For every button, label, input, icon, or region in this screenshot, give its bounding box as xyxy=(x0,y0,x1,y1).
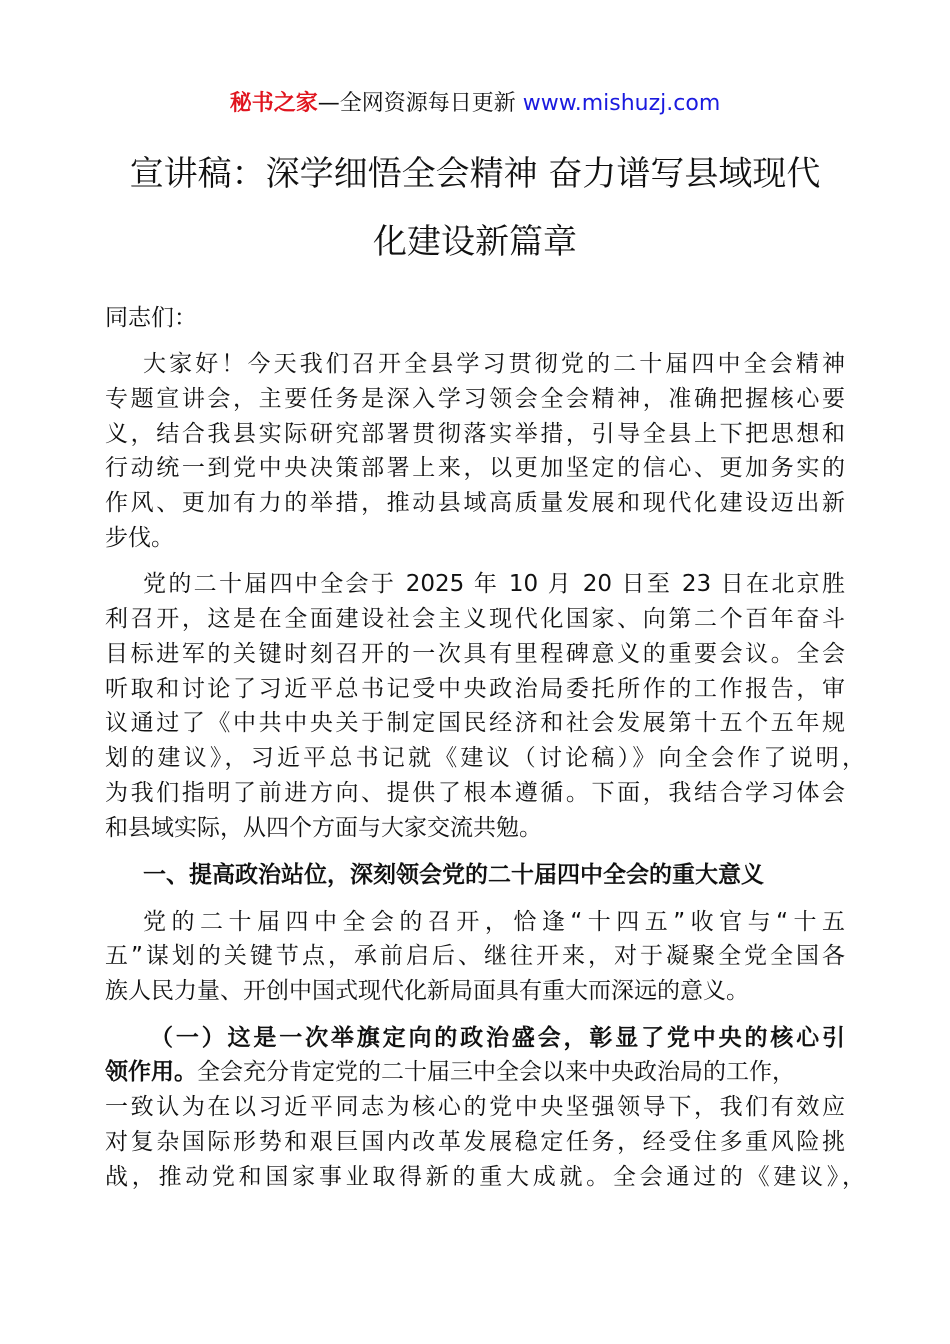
paragraph-line: 对复杂国际形势和艰巨国内改革发展稳定任务，经受住多重风险挑 xyxy=(105,1129,845,1155)
document-title-line-2: 化建设新篇章 xyxy=(373,222,577,262)
site-url-link[interactable]: www.mishuzj.com xyxy=(522,91,721,116)
paragraph-line: 大家好！今天我们召开全县学习贯彻党的二十届四中全会精神 xyxy=(143,351,845,377)
salutation: 同志们： xyxy=(105,305,197,331)
site-banner xyxy=(0,88,950,120)
paragraph-line: 五”谋划的关键节点，承前启后、继往开来，对于凝聚全党全国各 xyxy=(105,943,845,969)
paragraph-line: 听取和讨论了习近平总书记受中央政治局委托所作的工作报告，审 xyxy=(105,676,845,702)
paragraph-line: 作风、更加有力的举措，推动县域高质量发展和现代化建设迈出新 xyxy=(105,490,845,516)
section-heading-1: 一、提高政治站位，深刻领会党的二十届四中全会的重大意义 xyxy=(143,862,764,888)
paragraph-line: 党的二十届四中全会的召开，恰逢“十四五”收官与“十五 xyxy=(143,909,845,935)
paragraph-text: 全会充分肯定党的二十届三中全会以来中央政治局的工作， xyxy=(197,1059,795,1085)
paragraph-line: 族人民力量、开创中国式现代化新局面具有重大而深远的意义。 xyxy=(105,978,749,1004)
subsection-heading-end: 领作用。 xyxy=(105,1059,197,1085)
paragraph-line: 战，推动党和国家事业取得新的重大成就。全会通过的《建议》， xyxy=(105,1164,865,1190)
paragraph-line: 党的二十届四中全会于 2025 年 10 月 20 日至 23 日在北京胜 xyxy=(143,571,845,597)
document-title-line-1: 宣讲稿：深学细悟全会精神 奋力谱写县域现代 xyxy=(129,154,821,194)
subsection-heading: （一）这是一次举旗定向的政治盛会，彰显了党中央的核心引 xyxy=(150,1025,845,1051)
paragraph-line: 义，结合我县实际研究部署贯彻落实举措，引导全县上下把思想和 xyxy=(105,421,845,447)
paragraph-line: 一致认为在以习近平同志为核心的党中央坚强领导下，我们有效应 xyxy=(105,1094,845,1120)
paragraph-line: 和县域实际，从四个方面与大家交流共勉。 xyxy=(105,815,542,841)
banner-slogan: —全网资源每日更新 xyxy=(317,91,523,116)
paragraph-line: 为我们指明了前进方向、提供了根本遵循。下面，我结合学习体会 xyxy=(105,780,845,806)
paragraph-line: 步伐。 xyxy=(105,525,174,551)
paragraph-line: 利召开，这是在全面建设社会主义现代化国家、向第二个百年奋斗 xyxy=(105,606,845,632)
brand-name: 秘书之家 xyxy=(229,91,318,116)
paragraph-line: 行动统一到党中央决策部署上来，以更加坚定的信心、更加务实的 xyxy=(105,455,845,481)
paragraph-line: 专题宣讲会，主要任务是深入学习领会全会精神，准确把握核心要 xyxy=(105,386,845,412)
paragraph-line: 划的建议》，习近平总书记就《建议（讨论稿）》向全会作了说明， xyxy=(105,745,865,771)
paragraph-line: 目标进军的关键时刻召开的一次具有里程碑意义的重要会议。全会 xyxy=(105,641,845,667)
paragraph-line xyxy=(105,1055,865,1089)
paragraph-line: 议通过了《中共中央关于制定国民经济和社会发展第十五个五年规 xyxy=(105,710,845,736)
